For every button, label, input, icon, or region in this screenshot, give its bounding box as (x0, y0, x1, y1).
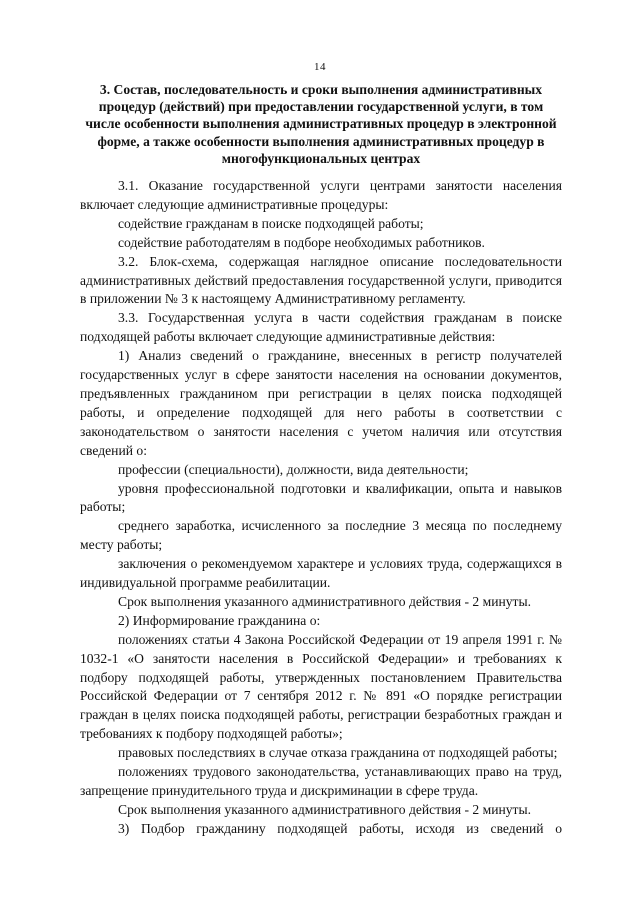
paragraph-3-1: 3.1. Оказание государственной услуги центрами занятости населения включает следующие административные процедуры: (80, 178, 562, 212)
paragraph-deadline-1: Срок выполнения указанного административного действия - 2 минуты. (118, 593, 532, 609)
list-item-legal-consequences: правовых последствиях в случае отказа гражданина от подходящей работы; (118, 745, 558, 761)
list-item-labor-law: положениях трудового законодательства, устанавливающих право на труд, запрещение принудительного труда и дискриминации в сфере труда. (80, 764, 562, 798)
list-item-profession: профессии (специальности), должности, вида деятельности; (118, 461, 469, 477)
paragraph-3-2: 3.2. Блок-схема, содержащая наглядное описание последовательности административных действий предоставления государственной услуги, приводится в приложении № 3 к настоящему Административному регламенту. (80, 253, 562, 307)
list-item-rehabilitation: заключения о рекомендуемом характере и условиях труда, содержащихся в индивидуальной программе реабилитации. (80, 556, 562, 591)
page-number: 14 (314, 61, 326, 73)
list-item-law-provisions: положениях статьи 4 Закона Российской Федерации от 19 апреля 1991 г. № 1032-1 «О занятости населения в Российской Федерации» и требованиях к подбору подходящей работы, утвержденных постановлением Правительства Российской Федерации от 7 сентября 2012 г. № 891 «О порядке регистрации граждан в целях поиска подходящей работы, регистрации безработных граждан и требованиях к подбору подходящей работы»; (80, 631, 562, 742)
paragraph-deadline-2: Срок выполнения указанного административного действия - 2 минуты. (118, 801, 532, 817)
list-item-qualification: уровня профессиональной подготовки и квалификации, опыта и навыков работы; (80, 480, 562, 515)
section-title: 3. Состав, последовательность и сроки выполнения административных процедур (действий) при предоставлении государственной услуги, в том числе особенности выполнения административных процедур в электронной форме, а также особенности выполнения административных процедур в многофункциональных центрах (85, 82, 557, 166)
paragraph-action-1: 1) Анализ сведений о гражданине, внесенных в регистр получателей государственных услуг в сфере занятости населения на основании документов, предъявленных гражданином при регистрации в целях поиска подходящей работы, и определение подходящей для него работы в соответствии с законодательством о занятости населения с учетом наличия или отсутствия сведений о: (80, 348, 562, 458)
paragraph-action-3: 3) Подбор гражданину подходящей работы, исходя из сведений о (118, 820, 562, 836)
list-item-employer-assistance: содействие работодателям в подборе необходимых работников. (118, 234, 485, 250)
body-text (80, 177, 562, 839)
paragraph-action-2: 2) Информирование гражданина о: (118, 612, 321, 628)
list-item-job-search: содействие гражданам в поиске подходящей работы; (118, 215, 424, 231)
paragraph-3-3: 3.3. Государственная услуга в части содействия гражданам в поиске подходящей работы включает следующие административные действия: (80, 310, 562, 345)
list-item-salary: среднего заработка, исчисленного за последние 3 месяца по последнему месту работы; (80, 518, 562, 553)
